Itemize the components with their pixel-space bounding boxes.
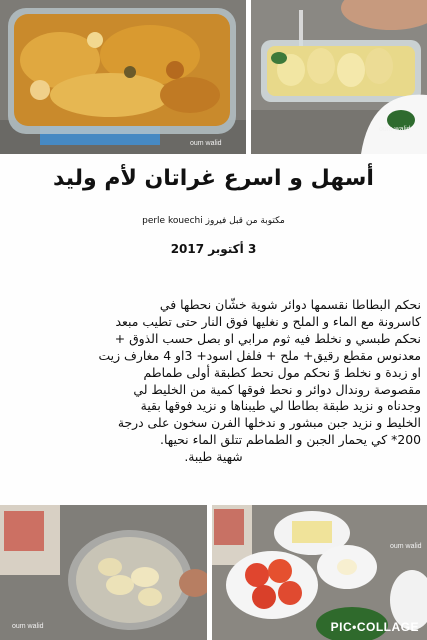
recipe-line: مقصوصة روندال دوائر و نحط فوقها كمية من الخليط لي: [133, 381, 421, 397]
recipe-date: 3 أكتوبر 2017: [170, 242, 257, 256]
photo-watermark: oum walid: [379, 126, 411, 133]
sliced-potatoes-photo: [251, 0, 427, 154]
recipe-line: معدنوس مقطع رقيق+ ملح + فلفل اسود+ 3او 4 مغارف زيت: [98, 347, 421, 363]
recipe-line: وجدناه و نزيد طبقة بطاطا لي طيبناها و نزيد فوقها بقية: [140, 398, 421, 414]
sliced-tomatoes-photo: [212, 505, 427, 640]
recipe-line: 200* كي يحمار الجبن و الطماطم تتلق الماء نحيها.: [160, 432, 421, 448]
photo-watermark: oum walid: [190, 140, 222, 147]
recipe-card: [0, 154, 427, 505]
gratin-dish-photo: [0, 0, 246, 154]
boiling-potatoes-image: [0, 505, 207, 640]
recipe-body: [0, 297, 427, 466]
recipe-line: الخليط و نزيد جبن مبشور و ندخلها الفرن سخون على درجة: [117, 415, 421, 431]
recipe-line: شهية طيبة.: [184, 449, 243, 465]
recipe-line: نحكم طبسي و نخلط فيه ثوم مرابي او بصل حسب الذوق +: [114, 330, 421, 346]
boiling-potatoes-photo: [0, 505, 207, 640]
pic-collage-watermark: PIC•COLLAGE: [330, 620, 419, 634]
recipe-title: أسهل و اسرع غراتان لأم وليد: [53, 166, 374, 191]
recipe-line: او زبدة و نخلط وً نحكم مول نحط كطبقة أولى طماطم: [143, 364, 421, 380]
recipe-line: كاسرونة مع الماء و الملح و نغليها فوق النار حتى تطيب مبعد: [115, 313, 421, 329]
photo-watermark: oum walid: [390, 543, 422, 550]
recipe-line: نحكم البطاطا نقسمها دوائر شوية خشّان نحطها في: [159, 297, 421, 312]
photo-watermark: oum walid: [12, 623, 44, 630]
recipe-author: مكتوبة من قبل فيروز perle kouechi: [142, 216, 285, 226]
gratin-dish-image: [0, 0, 246, 154]
